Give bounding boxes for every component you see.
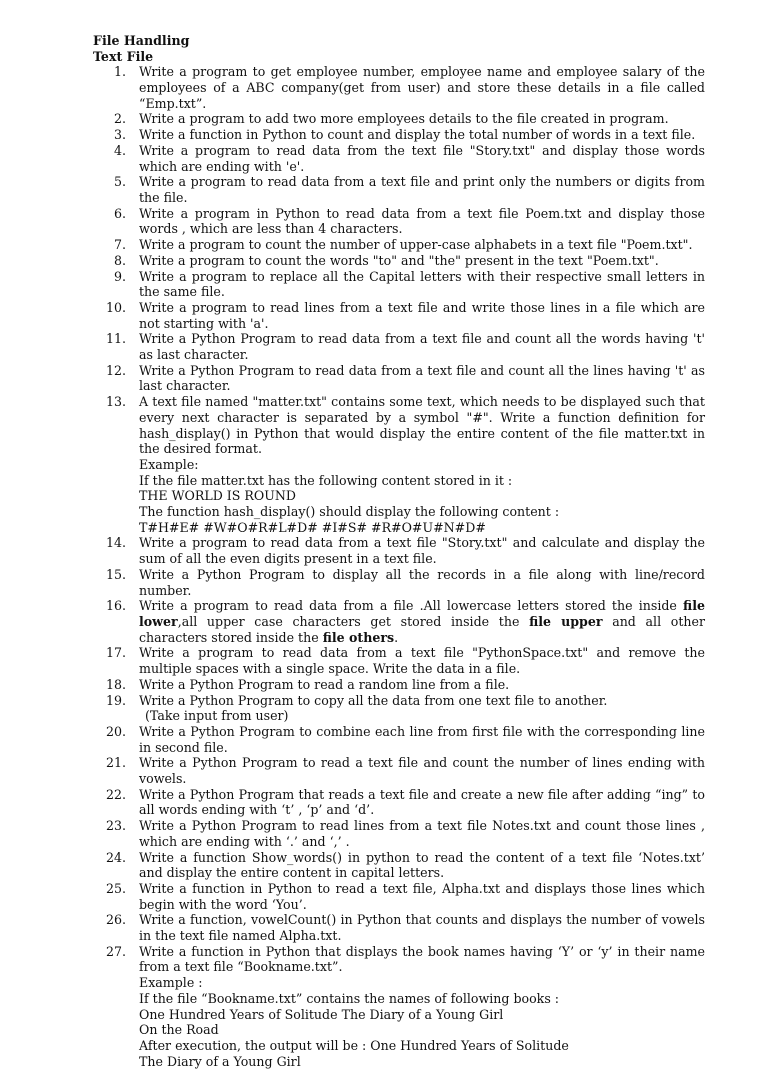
question-item: [93, 818, 705, 849]
question-number: 27.: [105, 943, 126, 959]
question-text: [139, 724, 705, 755]
question-text: [139, 237, 705, 253]
question-number: 17.: [105, 645, 126, 661]
question-line: Write a program to add two more employees details to the file created in program.: [139, 111, 669, 127]
question-text: [139, 111, 705, 127]
question-line: Write a function Show_words() in python to read the content of a text file ‘Notes.txt’ and display the entire content in capital letters.: [139, 849, 705, 881]
document-page: [93, 33, 705, 1069]
question-example-line: The function hash_display() should display the following content :: [139, 504, 560, 520]
question-line: Write a program to count the words "to" and "the" present in the text "Poem.txt".: [139, 252, 659, 268]
question-line: Write a function in Python to count and display the total number of words in a text file.: [139, 127, 696, 143]
question-line: Write a Python Program to read a text file and count the number of lines ending with vowels.: [139, 755, 705, 787]
question-text: [139, 567, 705, 598]
question-line: Write a Python Program to display all the records in a file along with line/record number.: [139, 566, 705, 598]
question-number: 5.: [113, 174, 126, 190]
question-item: [93, 269, 705, 300]
question-item: [93, 850, 705, 881]
question-number: 24.: [105, 849, 126, 865]
question-item: [93, 127, 705, 143]
question-text: [139, 818, 705, 849]
question-item: [93, 143, 705, 174]
emphasized-file-name: file upper: [529, 613, 603, 629]
question-text-segment: ,all upper case characters get stored inside the: [177, 613, 530, 629]
question-text: [139, 127, 705, 143]
emphasized-file-name: file others: [322, 629, 395, 645]
question-text: [139, 535, 705, 566]
question-example-line: After execution, the output will be : One Hundred Years of Solitude: [139, 1037, 569, 1053]
question-number: 19.: [105, 692, 126, 708]
question-number: 11.: [105, 331, 126, 347]
question-line: Write a Python Program to read a random line from a file.: [139, 676, 510, 692]
question-number: 9.: [113, 268, 126, 284]
question-item: [93, 881, 705, 912]
question-line: Write a Python Program to read lines from a text file Notes.txt and count those lines , which are ending with ‘.’ and ‘,’ .: [139, 818, 705, 849]
question-item: [93, 787, 705, 818]
question-text-segment: Write a program to read data from a file .All lowercase letters stored the inside: [139, 598, 684, 614]
question-text: [139, 598, 705, 645]
question-number: 3.: [113, 127, 126, 143]
question-text: [139, 64, 705, 111]
question-line: Write a Python Program to read data from a text file and count all the words having 't' as last character.: [139, 331, 705, 363]
question-example-line: On the Road: [139, 1022, 219, 1038]
question-number: 7.: [113, 237, 126, 253]
question-line: Write a function in Python to read a text file, Alpha.txt and displays those lines which begin with the word ‘You’.: [139, 880, 705, 912]
question-text: [139, 787, 705, 818]
question-number: 22.: [105, 786, 126, 802]
question-item: [93, 677, 705, 693]
question-line: Write a program to get employee number, employee name and employee salary of the employees of a ABC company(get from user) and store these details in a file called “Emp.txt”.: [139, 64, 705, 111]
question-line: Write a program to read data from a text file "Story.txt" and calculate and display the sum of all the even digits present in a text file.: [139, 535, 705, 567]
question-item: [93, 331, 705, 362]
question-item: [93, 111, 705, 127]
question-text: [139, 269, 705, 300]
question-line: Write a program to read data from a text file "PythonSpace.txt" and remove the multiple spaces with a single space. Write the data in a file.: [139, 645, 705, 677]
question-example-line: The Diary of a Young Girl: [139, 1053, 301, 1069]
question-line: Write a Python Program to read data from a text file and count all the lines having 't' as last character.: [139, 362, 705, 394]
question-number: 18.: [105, 676, 126, 692]
section-heading: Text File: [93, 48, 154, 64]
question-number: 14.: [105, 535, 126, 551]
question-example-line: Example:: [139, 456, 199, 472]
question-number: 12.: [105, 362, 126, 378]
question-text: [139, 394, 705, 535]
question-line: Write a function in Python that displays the book names having ‘Y’ or ‘y’ in their name from a text file “Bookname.txt”.: [139, 943, 705, 975]
question-example-line: If the file matter.txt has the following content stored in it :: [139, 472, 513, 488]
question-line: [139, 598, 705, 645]
question-text: [139, 755, 705, 786]
question-item: [93, 206, 705, 237]
question-example-line: (Take input from user): [145, 708, 289, 724]
question-line: Write a program in Python to read data from a text file Poem.txt and display those words , which are less than 4 characters.: [139, 205, 705, 237]
document-title: File Handling: [93, 33, 190, 48]
question-number: 26.: [105, 912, 126, 928]
question-number: 10.: [105, 299, 126, 315]
question-number: 15.: [105, 566, 126, 582]
question-example-line: THE WORLD IS ROUND: [139, 488, 296, 504]
question-number: 4.: [113, 142, 126, 158]
question-example-line: Example :: [139, 975, 203, 991]
question-text: [139, 881, 705, 912]
question-item: [93, 755, 705, 786]
question-item: [93, 535, 705, 566]
question-item: [93, 724, 705, 755]
question-item: [93, 645, 705, 676]
question-item: [93, 174, 705, 205]
question-item: [93, 64, 705, 111]
question-line: Write a program to read data from a text file and print only the numbers or digits from the file.: [139, 174, 705, 205]
question-item: [93, 363, 705, 394]
question-text: [139, 363, 705, 394]
question-number: 20.: [105, 723, 126, 739]
question-number: 23.: [105, 818, 126, 834]
question-item: [93, 394, 705, 535]
question-number: 1.: [113, 64, 126, 80]
question-number: 21.: [105, 755, 126, 771]
question-line: Write a program to read lines from a text file and write those lines in a file which are not starting with 'a'.: [139, 299, 705, 331]
question-text: [139, 944, 705, 1069]
question-number: 16.: [105, 598, 126, 614]
question-item: [93, 693, 705, 724]
question-text: [139, 850, 705, 881]
question-example-line: If the file “Bookname.txt” contains the names of following books :: [139, 990, 560, 1006]
question-number: 13.: [105, 394, 126, 410]
question-text: [139, 331, 705, 362]
question-item: [93, 253, 705, 269]
question-item: [93, 944, 705, 1069]
question-number: 25.: [105, 880, 126, 896]
question-line: Write a program to read data from the text file "Story.txt" and display those words which are ending with 'e'.: [139, 142, 705, 174]
question-line: Write a Python Program to combine each line from first file with the corresponding line in second file.: [139, 723, 705, 755]
question-line: A text file named "matter.txt" contains some text, which needs to be displayed such that every next character is separated by a symbol "#". Write a function definition for hash_display() in Python that would display the entire content of the file matter.txt in the desired format.: [139, 394, 705, 457]
question-example-line: T#H#E# #W#O#R#L#D# #I#S# #R#O#U#N#D#: [139, 519, 486, 535]
question-text-segment: .: [394, 629, 399, 645]
question-line: Write a program to replace all the Capital letters with their respective small letters in the same file.: [139, 268, 705, 300]
question-number: 6.: [113, 205, 126, 221]
question-text: [139, 645, 705, 676]
question-text-segment: and all other characters stored inside the: [139, 613, 706, 645]
question-item: [93, 237, 705, 253]
question-line: Write a program to count the number of upper-case alphabets in a text file "Poem.txt".: [139, 237, 693, 253]
question-text: [139, 143, 705, 174]
question-text: [139, 693, 705, 724]
question-item: [93, 300, 705, 331]
question-number: 2.: [113, 111, 126, 127]
question-line: Write a function, vowelCount() in Python that counts and displays the number of vowels in the text file named Alpha.txt.: [139, 912, 705, 944]
question-text: [139, 174, 705, 205]
emphasized-file-name: file lower: [139, 598, 705, 629]
question-example-line: One Hundred Years of Solitude The Diary of a Young Girl: [139, 1006, 504, 1022]
question-list: [93, 64, 705, 1069]
question-text: [139, 677, 705, 693]
question-text: [139, 912, 705, 943]
question-line: Write a Python Program that reads a text file and create a new file after adding “ing” to all words ending with ‘t’ , ‘p’ and ‘d’.: [139, 786, 705, 818]
question-text: [139, 300, 705, 331]
question-item: [93, 567, 705, 598]
question-item: [93, 598, 705, 645]
question-item: [93, 912, 705, 943]
question-line: Write a Python Program to copy all the data from one text file to another.: [139, 692, 608, 708]
question-text: [139, 253, 705, 269]
question-number: 8.: [113, 252, 126, 268]
question-text: [139, 206, 705, 237]
